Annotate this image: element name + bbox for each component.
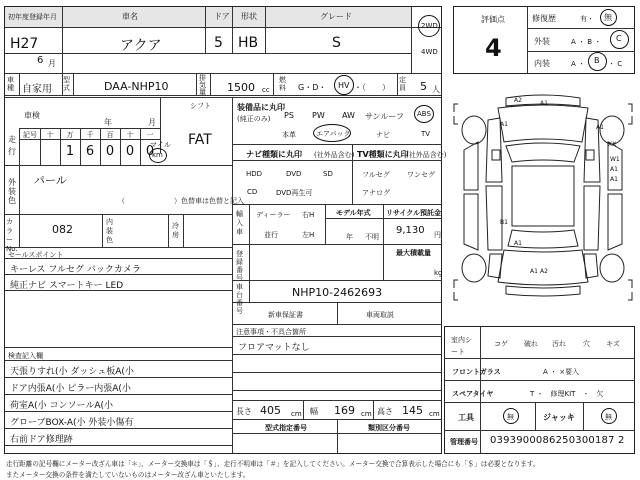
divider xyxy=(5,445,232,446)
mileage-digit-2: 0 xyxy=(105,144,115,159)
recycle-label: リサイクル預託金 xyxy=(386,209,442,217)
equip-abs: ABS xyxy=(417,110,431,118)
jack: 無 xyxy=(605,413,612,421)
first-reg-label: 初年度登録年月 xyxy=(8,13,57,21)
purpose: 自家用 xyxy=(22,84,52,95)
chassis-label: 車台番号 xyxy=(236,283,243,315)
jack-label: ジャッキ xyxy=(543,413,575,422)
footer-line2: またメーター交換の条件を満たしていないものはメーター改ざん車といたします。 xyxy=(6,471,250,479)
manual: 車両取説 xyxy=(366,311,394,319)
mileage-unit-6: 一 xyxy=(146,131,154,139)
first-reg-era: H27 xyxy=(10,36,39,52)
inspector-note-0: 天張りすれ(小 ダッシュ板A(小 xyxy=(10,367,134,377)
divider xyxy=(19,73,20,95)
diagram-label-1: A1 xyxy=(540,100,548,107)
divider xyxy=(210,73,211,95)
tv-type-sub: (社外品含む) xyxy=(406,151,447,159)
seat-yabure: 破れ xyxy=(524,340,538,348)
diagram-label-6: A1 xyxy=(610,166,618,173)
divider xyxy=(62,7,63,73)
equip-navi: ナビ xyxy=(376,131,390,139)
doors: 5 xyxy=(214,35,223,51)
seat-ana: 穴 xyxy=(583,340,590,348)
diagram-label-4: XX xyxy=(608,141,617,148)
divider xyxy=(196,73,197,95)
sales-point-label: セールスポイント xyxy=(8,251,64,259)
fuel-options: G・D・ xyxy=(298,83,327,92)
reg-no-label: 登録番号 xyxy=(236,250,243,282)
divider xyxy=(383,244,384,280)
divider xyxy=(444,402,635,403)
model-year-unit: 年 xyxy=(346,233,353,241)
divider xyxy=(5,247,232,248)
divider xyxy=(249,244,250,302)
displacement-label: 排気量 xyxy=(199,74,206,96)
car-damage-diagram xyxy=(450,90,636,320)
mileage-digit-1: 6 xyxy=(85,144,95,159)
divider xyxy=(337,419,338,454)
length-label: 長さ xyxy=(236,407,252,416)
interior-grade-options: A ・ xyxy=(571,60,586,68)
divider xyxy=(5,428,232,429)
divider xyxy=(325,204,326,244)
divider xyxy=(232,433,442,434)
tv-analog: アナログ xyxy=(362,189,390,197)
capacity: 5 xyxy=(420,80,427,93)
divider xyxy=(5,411,232,412)
spare-label: スペアタイヤ xyxy=(452,390,494,398)
diagram-label-2: A1 xyxy=(500,121,508,128)
exterior-grade-options: A ・ B ・ xyxy=(571,38,602,46)
inspector-note-2: 荷室A(小 コンソールA(小 xyxy=(10,401,114,411)
diagram-label-7: A1 xyxy=(610,176,618,183)
tv-fullseg: フルセグ xyxy=(362,171,390,179)
divider xyxy=(232,244,442,245)
divider xyxy=(5,347,232,348)
divider xyxy=(232,336,442,337)
divider xyxy=(527,6,528,74)
fuel-hv: HV xyxy=(338,81,350,90)
divider xyxy=(19,165,20,214)
divider xyxy=(373,400,374,419)
color-no: 082 xyxy=(52,223,73,236)
divider xyxy=(5,360,232,361)
divider xyxy=(5,377,232,378)
divider xyxy=(232,390,442,391)
divider xyxy=(183,214,184,247)
chassis: NHP10-2462693 xyxy=(292,286,383,299)
first-reg-month: 6 xyxy=(37,55,44,66)
mileage-unit-4: 百 xyxy=(106,131,114,139)
navi-sd: SD xyxy=(323,170,333,178)
type-spec-label: 型式指定番号 xyxy=(265,424,307,432)
mileage-label: 走行 xyxy=(8,135,16,156)
equip-label: 装備品に丸印 xyxy=(237,103,285,112)
divider xyxy=(205,7,206,53)
equip-pw: PW xyxy=(312,111,325,120)
divider xyxy=(168,214,169,247)
km-label: km xyxy=(152,151,163,159)
diagram-label-0: A2 xyxy=(514,97,522,104)
footer-line1: 走行距離の記号欄にメーター改ざん車は「＊」、メーター交換車は「＄」、走行不明車は「＃」を記入してください。メーター交換で合算表示した場合にも「＄」は必要となります。 xyxy=(6,460,540,468)
equip-airbag: エアバック xyxy=(316,130,351,138)
divider xyxy=(232,400,442,401)
recycle-yen: 円 xyxy=(434,231,441,239)
drive-2wd: 2WD xyxy=(421,22,438,30)
interior-grade: B xyxy=(594,56,600,65)
inspector-note-1: ドア内張A(小 ピラー内張A(小 xyxy=(10,384,131,394)
car-name: アクア xyxy=(120,38,162,54)
navi-dvd-play: DVD再生可 xyxy=(276,189,313,197)
divider xyxy=(5,73,441,74)
mileage-unit-2: 万 xyxy=(66,131,74,139)
shift-label: シフト xyxy=(190,102,211,110)
divider xyxy=(5,394,232,395)
grade: S xyxy=(332,35,341,51)
inspector-notes-label: 検査記入欄 xyxy=(8,352,43,360)
divider xyxy=(583,402,584,430)
seat-koge: コゲ xyxy=(494,340,508,348)
inspection-year-unit: 年 xyxy=(104,118,112,127)
month-unit: 月 xyxy=(48,59,56,68)
notes: フロアマットなし xyxy=(238,343,310,353)
interior-color-label: 内装色 xyxy=(106,218,113,244)
score-label: 評価点 xyxy=(481,15,505,24)
purpose-label: 車種 xyxy=(7,76,14,92)
width-cm: cm xyxy=(361,410,372,418)
sales-point-1: キーレス フルセグ バックカメラ xyxy=(10,265,141,275)
import-parallel: 並行 xyxy=(264,231,278,239)
divider xyxy=(232,160,442,161)
divider xyxy=(73,73,74,95)
inspector-note-3: グローブBOX-A(小 外装小傷有 xyxy=(10,418,134,428)
inspector-note-4: 右前ドア修理跡 xyxy=(10,435,73,445)
model: DAA-NHP10 xyxy=(104,80,169,93)
glass: A ・ ×要入 xyxy=(543,368,580,376)
divider xyxy=(411,7,412,73)
divider xyxy=(232,7,233,53)
mile-label: マイル xyxy=(150,141,171,149)
doors-label: ドア xyxy=(214,12,230,21)
mgmt: 0393900086250300187 2 xyxy=(490,435,625,446)
divider xyxy=(102,214,103,247)
fuel-label: 燃料 xyxy=(279,76,286,92)
divider xyxy=(5,27,441,28)
navi-dvd: DVD xyxy=(286,170,302,178)
capacity-label: 定員 xyxy=(399,76,406,92)
model-year-label: モデル年式 xyxy=(336,209,371,217)
length-cm: cm xyxy=(291,410,302,418)
repair-label: 修復歴 xyxy=(532,14,556,23)
import-label: 輸入車 xyxy=(236,210,243,236)
equip-sunroof: サンルーフ xyxy=(365,112,404,121)
divider xyxy=(352,144,353,204)
divider xyxy=(444,380,635,381)
height-label: 高さ xyxy=(377,407,393,416)
diagram-label-11: A2 xyxy=(540,268,548,275)
diagram-label-5: W1 xyxy=(610,156,620,163)
divider xyxy=(5,165,232,166)
mileage-digit-3: 0 xyxy=(125,144,135,159)
divider xyxy=(383,204,384,244)
tv-type-label: TV種類に丸印 xyxy=(357,150,409,159)
color-code-note: （ ）色替車は色替と記入 xyxy=(118,197,244,205)
divider xyxy=(5,214,232,215)
divider xyxy=(5,258,232,259)
inspection-label: 車検 xyxy=(24,111,40,120)
import-left: 左H xyxy=(302,231,315,239)
diagram-label-10: A1 xyxy=(530,268,538,275)
import-dealer: ディーラー xyxy=(256,211,291,219)
divider xyxy=(265,7,266,53)
glass-label: フロントガラス xyxy=(452,368,501,376)
seat-label: 室内シート xyxy=(451,336,472,356)
cc-unit: cc xyxy=(262,86,270,94)
repair-none: 無 xyxy=(604,13,612,22)
fuel-other: ・（ ） xyxy=(354,83,390,92)
divider xyxy=(232,324,442,325)
width: 169 xyxy=(334,404,355,417)
mileage-unit-1: 十 xyxy=(46,131,54,139)
warranty: 新車保証書 xyxy=(268,311,303,319)
divider xyxy=(232,354,442,355)
divider xyxy=(232,280,442,281)
navi-type-sub: (社外品含む) xyxy=(314,151,355,159)
divider xyxy=(337,302,338,324)
max-load-label: 最大積載量 xyxy=(396,249,431,257)
divider xyxy=(444,358,635,359)
divider xyxy=(444,430,635,431)
spare: T ・ 修理KIT ・ 欠 xyxy=(530,390,604,398)
tool: 無 xyxy=(507,413,514,421)
divider xyxy=(232,204,442,205)
interior-grade-label: 内装 xyxy=(534,59,550,68)
divider xyxy=(5,53,411,54)
grade-label: グレード xyxy=(320,12,352,21)
equip-tv: TV xyxy=(421,130,431,138)
score: 4 xyxy=(485,34,502,62)
divider xyxy=(527,28,635,29)
displacement: 1500 xyxy=(227,81,255,94)
model-year-unknown: 不明 xyxy=(365,233,379,241)
seat-kizu: キズ xyxy=(606,340,620,348)
equip-ps: PS xyxy=(284,111,294,120)
inspection-month-unit: 月 xyxy=(148,118,156,127)
divider xyxy=(535,402,536,430)
shape-label: 形状 xyxy=(241,12,257,21)
divider xyxy=(5,95,441,96)
navi-hdd: HDD xyxy=(246,170,263,178)
interior-grade-tail: ・ C xyxy=(608,60,623,68)
kg-unit: kg xyxy=(434,269,443,277)
height-cm: cm xyxy=(429,410,440,418)
import-right: 右H xyxy=(302,211,315,219)
equip-sub: (純正のみ) xyxy=(237,115,271,123)
height: 145 xyxy=(402,404,423,417)
length: 405 xyxy=(260,404,281,417)
navi-cd: CD xyxy=(247,188,258,196)
car-name-label: 車名 xyxy=(122,12,138,21)
mileage-unit-3: 千 xyxy=(86,131,94,139)
diagram-label-3: A1 xyxy=(596,124,604,131)
mileage-digit-0: 1 xyxy=(65,144,75,159)
drive-4wd: 4WD xyxy=(421,48,438,56)
equip-aw: AW xyxy=(342,111,355,120)
exterior-grade-label: 外装 xyxy=(534,37,550,46)
mileage-digit-4: 0 xyxy=(145,144,155,159)
color-no-label: カラーNo. xyxy=(6,218,18,253)
sales-point-2: 純正ナビ スマートキー LED xyxy=(10,281,124,291)
exterior-label: 外装色 xyxy=(8,178,16,205)
mileage-unit-0: 記号 xyxy=(23,131,37,139)
divider xyxy=(249,204,250,244)
divider xyxy=(232,372,442,373)
mileage-unit-5: 十 xyxy=(126,131,134,139)
divider xyxy=(397,73,398,95)
notes-label: 注意事項・不具合箇所 xyxy=(236,328,306,336)
shape: HB xyxy=(238,35,259,51)
model-label: 型式 xyxy=(63,76,70,92)
divider xyxy=(19,214,20,247)
tool-label: 工具 xyxy=(458,413,474,422)
divider xyxy=(273,73,274,95)
width-label: 幅 xyxy=(310,407,318,416)
shift: FAT xyxy=(188,132,212,148)
repair-options: 有・ xyxy=(580,15,594,23)
aircon-label: 冷房 xyxy=(172,222,179,239)
exterior-color: パール xyxy=(34,174,67,187)
divider xyxy=(303,400,304,419)
divider xyxy=(325,218,442,219)
capacity-unit: 人 xyxy=(432,85,440,94)
divider xyxy=(527,51,635,52)
mgmt-label: 管理番号 xyxy=(450,438,478,446)
navi-type-label: ナビ種類に丸印 xyxy=(246,150,302,159)
divider xyxy=(40,128,41,165)
divider xyxy=(5,97,441,98)
class-label: 類別区分番号 xyxy=(368,424,410,432)
divider xyxy=(232,144,442,145)
diagram-label-9: A1 xyxy=(514,240,522,247)
diagram-label-8: B1 xyxy=(500,219,508,226)
tv-oneseg: ワンセグ xyxy=(407,171,435,179)
equip-leather: 本革 xyxy=(282,131,296,139)
exterior-grade: C xyxy=(616,34,622,43)
seat-yogore: 汚れ xyxy=(552,340,566,348)
recycle: 9,130 xyxy=(396,225,425,236)
divider xyxy=(19,139,160,140)
